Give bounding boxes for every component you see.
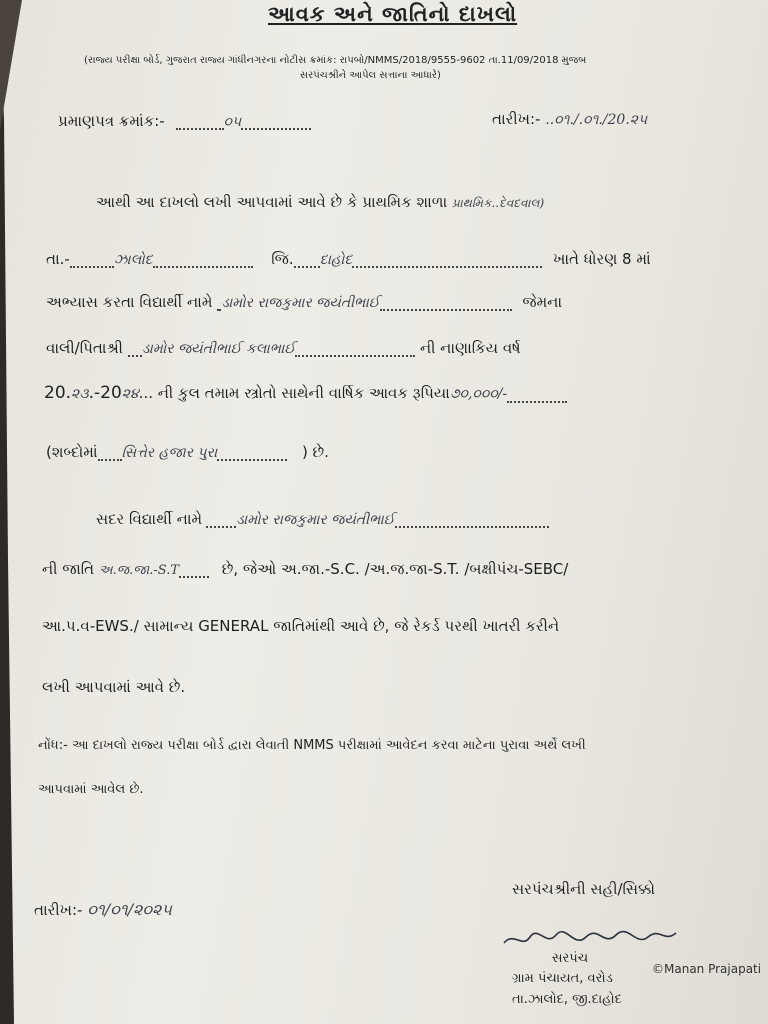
words-end: ) છે. [301, 443, 329, 461]
student2-label: સદર વિદ્યાર્થી નામે [96, 510, 203, 528]
income-value: ૭૦,૦૦૦/- [449, 386, 508, 402]
std-text: ખાતે ધોરણ 8 માં [552, 250, 651, 268]
date-value: ..૦૧./.૦૧./20.૨૫ [545, 112, 648, 128]
dark-corner [0, 0, 22, 130]
words-label: (શબ્દોમાં [46, 443, 98, 461]
student-row [46, 291, 562, 311]
words-value: સિત્તેર હજાર પુરા [121, 445, 218, 461]
note-line-1: નોંધ:- આ દાખલો રાજ્ય પરીક્ષા બોર્ડ દ્વારા લેવાતી NMMS પરીક્ષામાં આવેદન કરવા માટેના પુરાવા અર્થે લખી [38, 738, 586, 753]
intro-text: આથી આ દાખલો લખી આપવામાં આવે છે કે પ્રાથમિક શાળા [96, 193, 448, 211]
stamp-line-3: તા.ઝાલોદ, જી.દાહોદ [512, 992, 622, 1007]
sign-label: સરપંચશ્રીની સહી/સિક્કો [512, 880, 656, 898]
jemna-text: જેમના [522, 293, 563, 311]
guardian-label: વાલી/પિતાશ્રી [46, 339, 123, 357]
category-text: આ.પ.વ-EWS./ સામાન્ય GENERAL જાતિમાંથી આવે છે, જે રેકર્ડ પરથી ખાતરી કરીને [42, 617, 560, 635]
year-to: ૨૪ [121, 386, 139, 402]
year-prefix: 20. [44, 383, 72, 403]
stamp-line-1: સરપંચ [552, 951, 589, 966]
subtitle-line-1: (રાજ્ય પરીક્ષા બોર્ડ, ગુજરાત રાજ્ય ગાંધીનગરના નોટીસ ક્રમાંક: રાપબો/NMMS/2018/9555-9602 તા.11/09/2018 મુજબ [84, 55, 587, 66]
student-name: ડામોર રાજકુમાર જયંતીભાઈ [221, 295, 380, 311]
doc-title: આવક અને જાતિનો દાખલો [268, 2, 518, 26]
subtitle-line-2: સરપંચશ્રીને આપેલ સત્તાના આધારે) [300, 70, 441, 81]
date-row [492, 110, 647, 128]
bottom-date-row [34, 900, 172, 920]
student-label: અભ્યાસ કરતા વિદ્યાર્થી નામે [46, 293, 213, 311]
income-text: ... ની કુલ તમામ સ્ત્રોતો સાથેની વાર્ષિક આવક રૂપિયા [138, 384, 450, 402]
year-mid: .-20 [88, 383, 122, 403]
caste-value: અ.જ.જા.-S.T [98, 563, 180, 578]
signature-mark [500, 925, 680, 955]
student2-row [96, 508, 549, 528]
guardian-name: ડામોર જયંતીભાઈ કલાભાઈ [141, 341, 296, 357]
fin-year-label: ની નાણાકિય વર્ષ [419, 339, 521, 357]
district-value: દાહોદ [319, 252, 353, 268]
caste-text: છે, જેઓ અ.જા.-S.C. /અ.જ.જા-S.T. /બક્ષીપંચ-SEBC/ [221, 560, 569, 578]
school-name: પ્રાથમિક..દેવદવાલ) [451, 196, 545, 210]
caste-label: ની જાતિ [42, 560, 95, 578]
taluka-label: તા.- [46, 250, 70, 268]
cert-no-value: ૦૫ [223, 114, 242, 130]
photo-credit: ©Manan Prajapati [652, 962, 762, 976]
caste-row [42, 558, 568, 578]
closing-text: લખી આપવામાં આવે છે. [42, 678, 186, 696]
taluka-value: ઝાલોદ [113, 252, 153, 268]
note-line-2: આપવામાં આવેલ છે. [38, 782, 144, 797]
student2-name: ડામોર રાજકુમાર જયંતીભાઈ [236, 512, 395, 528]
bottom-date-value: ૦૧/૦૧/૨૦૨૫ [87, 900, 172, 919]
stamp-line-2: ગ્રામ પંચાયત, વરોડ [512, 971, 613, 986]
cert-no-label: પ્રમાણપત્ર ક્રમાંક:- [58, 112, 165, 130]
guardian-row [46, 337, 521, 357]
intro-row [96, 193, 544, 211]
year-from: ૨૩ [71, 386, 89, 402]
bottom-date-label: તારીખ:- [34, 901, 83, 919]
cert-no-row [58, 110, 311, 130]
date-label: તારીખ:- [492, 110, 541, 128]
taluka-row [46, 248, 651, 268]
district-label: જિ. [271, 250, 294, 268]
income-row [44, 383, 567, 403]
words-row [46, 441, 329, 461]
